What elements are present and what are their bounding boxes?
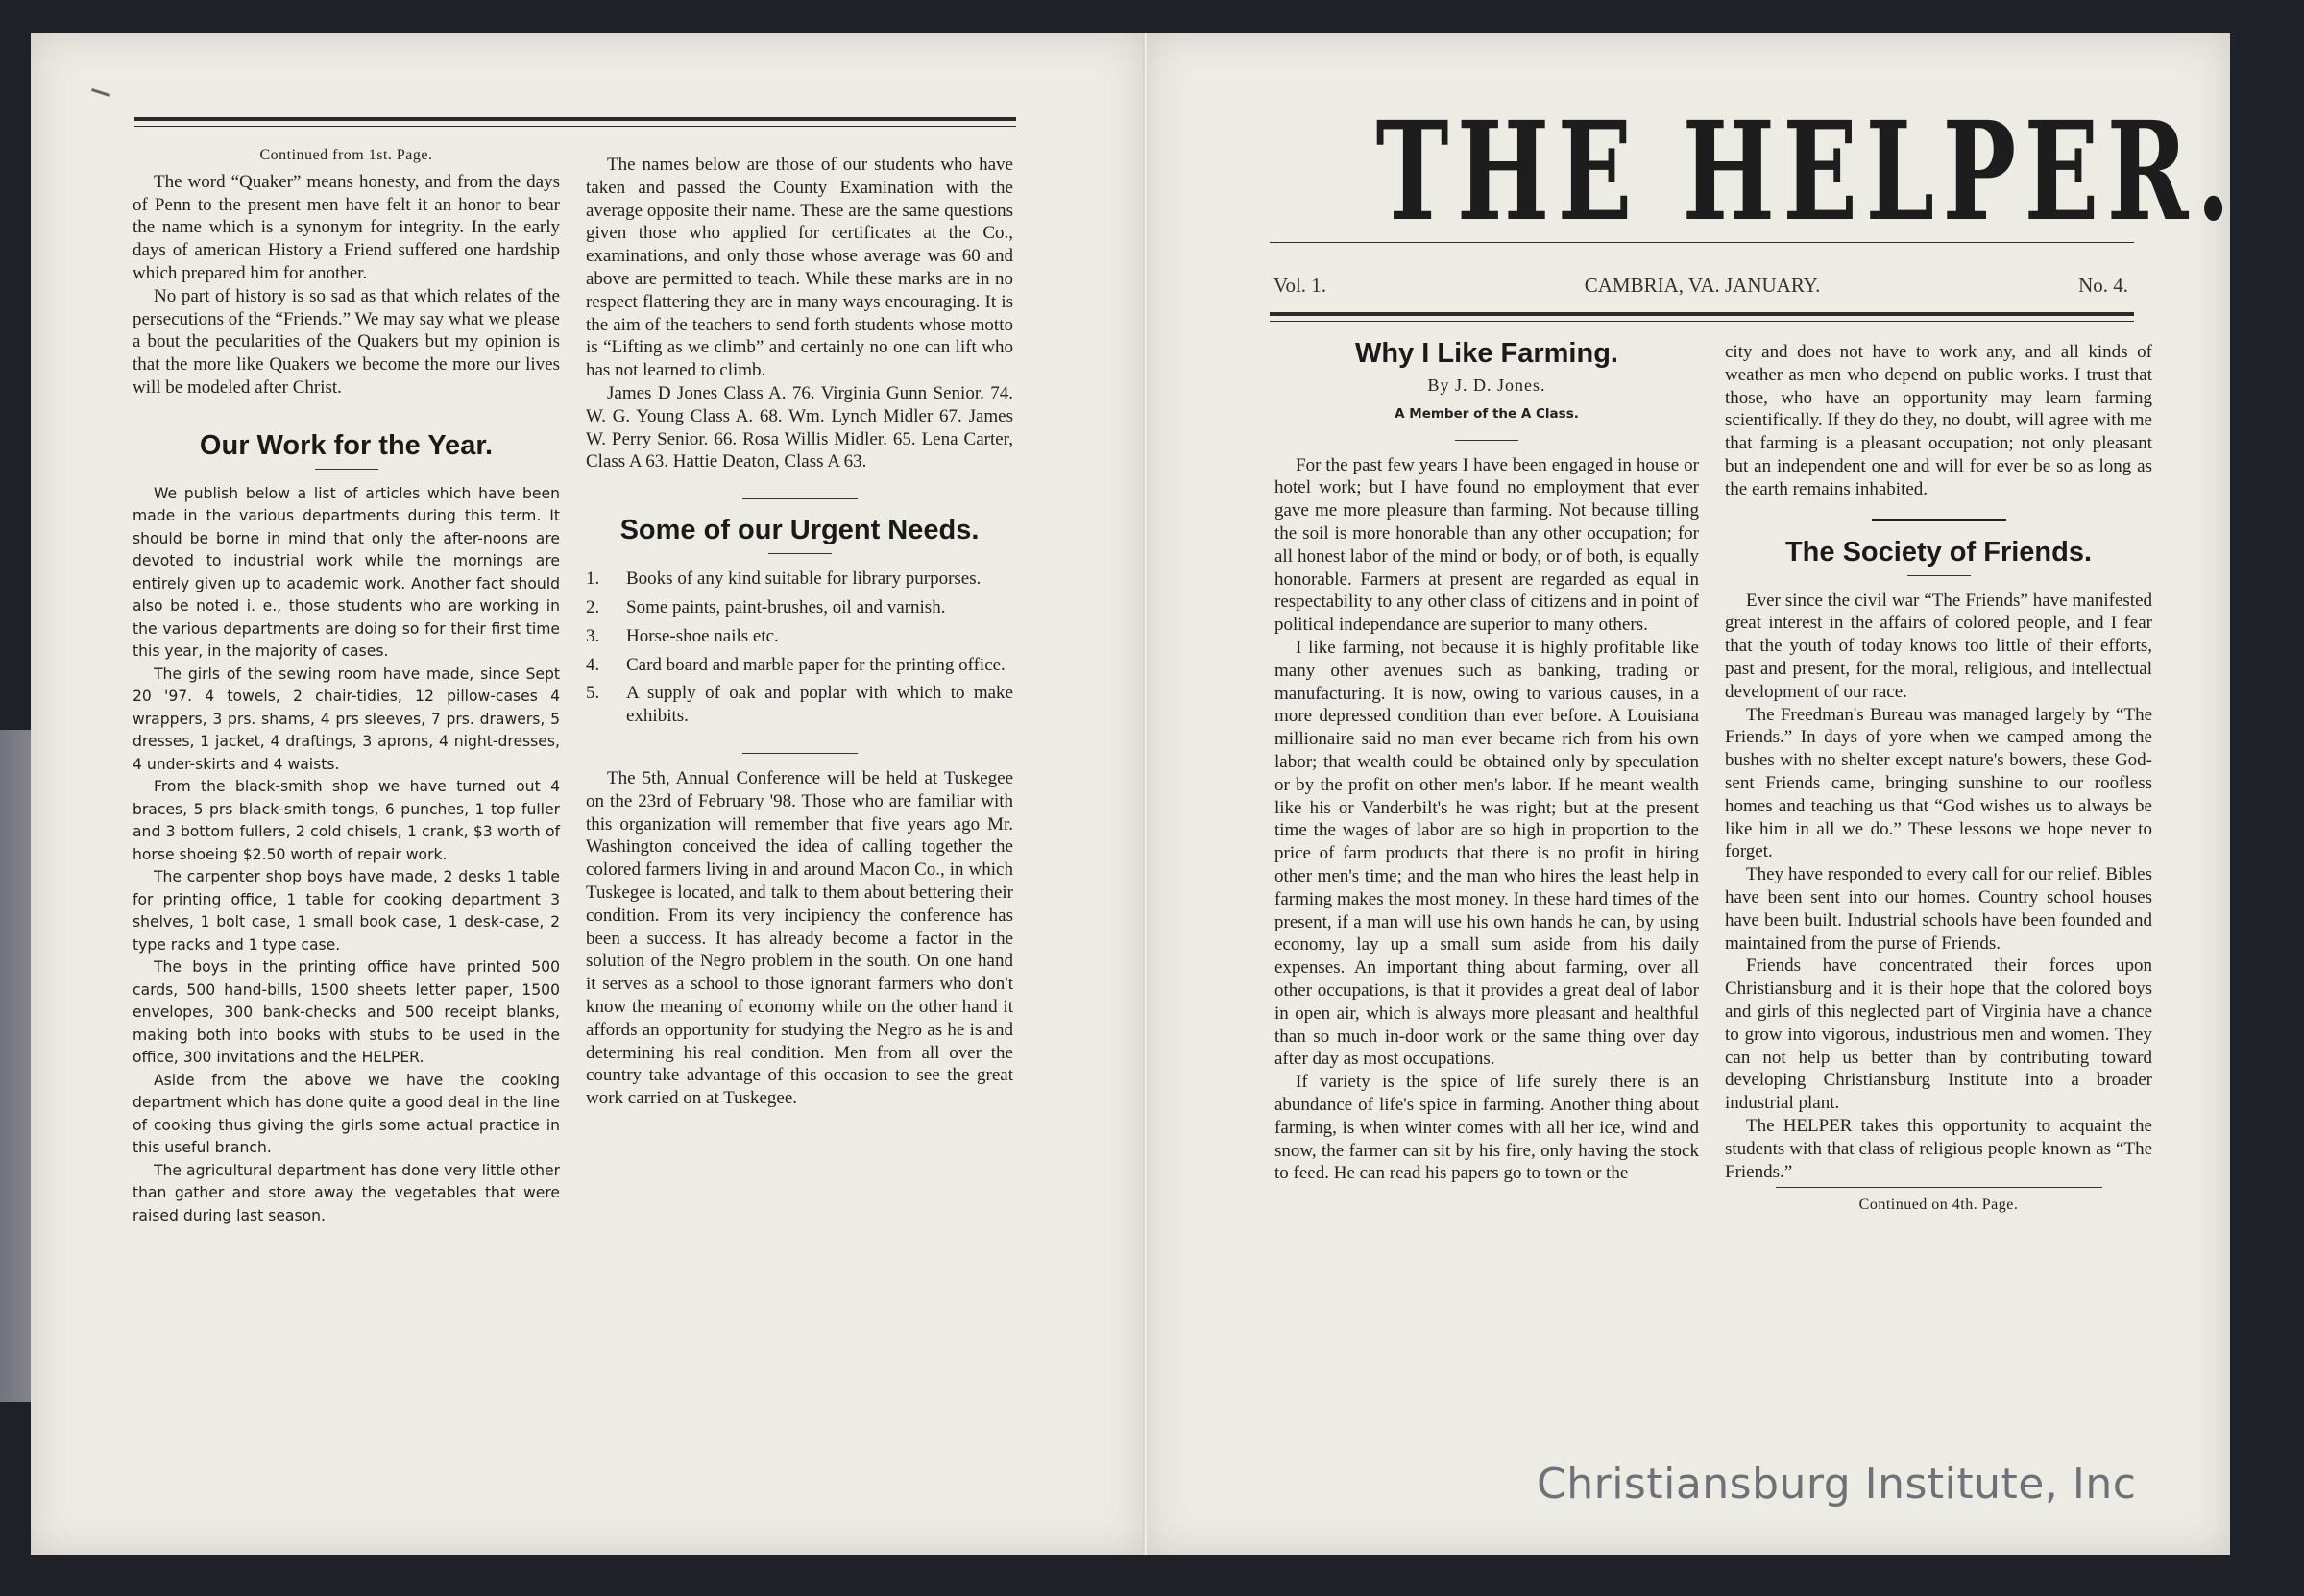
section-rule [1872, 519, 2006, 521]
byline: By J. D. Jones. [1427, 375, 1546, 395]
needs-item: 5. A supply of oak and poplar with which to make exhibits. [586, 683, 1013, 727]
masthead-rule [1270, 242, 2134, 243]
right-col-1 [1274, 336, 1699, 1185]
dateline-rule [1270, 312, 2134, 316]
place-date-label: CAMBRIA, VA. JANUARY. [1584, 274, 1821, 297]
quaker-paragraph: The word “Quaker” means honesty, and from the days of Penn to the present men have felt it an honor to bear the name which is a synonym for integrity. In the early days of american History a Friend suffered one hardship which prepared him for another. [133, 171, 560, 283]
continued-on-label: Continued on 4th. Page. [1858, 1197, 2019, 1214]
issue-number: No. 4. [2078, 274, 2128, 297]
society-paragraph: Friends have concentrated their forces upon Christiansburg and it is their hope that the colored boys and girls of this neglected part of Virginia have a chance to grow into vigorous, industrious men and women. They can not help us better than by contributing toward developing Christiansburg Institute into a broader industrial plant. [1725, 955, 2152, 1114]
heading-rule [1907, 575, 1971, 576]
byline-class: A Member of the A Class. [1395, 405, 1579, 422]
needs-item: 3. Horse-shoe nails etc. [586, 625, 779, 646]
section-rule [742, 753, 858, 754]
dateline [1273, 274, 2128, 298]
heading-rule [768, 553, 832, 554]
needs-item: 1. Books of any kind suitable for library purporses. [586, 568, 982, 590]
society-paragraph: Ever since the civil war “The Friends” have manifested great interest in the affairs of colored people, and I fear that the youth of today knows too little of their efforts, past and present, for the moral, religious, and intellectual development of our race. [1725, 590, 2152, 702]
volume-label: Vol. 1. [1273, 274, 1327, 297]
needs-item: 4. Card board and marble paper for the printing office. [586, 654, 1006, 675]
farming-continued: city and does not have to work any, and all kinds of weather as men who depend on public works. I trust that those, who have an opportunity may learn farming scientifically. If they do they, no doubt, will agree with me that farming is a pleasant occupation; not only pleasant but an independent one and will for ever be so as long as the earth remains inhabited. [1725, 342, 2152, 499]
names-paragraph: The names below are those of our students who have taken and passed the County Examination with the average opposite their name. These are the same questions given those who applied for certificates at the Co., examinations, and only those whose average was 60 and above are permitted to teach. While these marks are in no respect flattering they are in many ways encouraging. It is the aim of the teachers to send forth students whose motto is “Lifting as we climb” and certainly no one can lift who has not learned to climb. [586, 155, 1013, 381]
work-paragraph: The agricultural department has done very little other than gather and store away the vegetables that were raised during last season. [133, 1161, 560, 1224]
work-paragraph: Aside from the above we have the cooking department which has done quite a good deal in the line of cooking thus giving the girls some actual practice in this useful branch. [133, 1071, 560, 1157]
heading-rule [315, 469, 378, 470]
society-paragraph: The Freedman's Bureau was managed largely by “The Friends.” In days of yore when we camped among the bushes with no shelter except nature's bowers, these God-sent Friends came, bringing sunshine to our roofless homes and teaching us that “God wishes us to always be like him in all we do.” These lessons we hope never to forget. [1725, 704, 2152, 862]
names-list: James D Jones Class A. 76. Virginia Gunn Senior. 74. W. G. Young Class A. 68. Wm. Lynch Midler 67. James W. Perry Senior. 66. Rosa Willis Midler. 65. Lena Carter, Class A 63. Hattie Deaton, Class A 63. [586, 382, 1013, 472]
farming-heading: Why I Like Farming. [1355, 338, 1618, 369]
right-col-2 [1725, 341, 2152, 1221]
work-paragraph: We publish below a list of articles which have been made in the various departments during this term. It should be borne in mind that only the after-noons are devoted to industrial work while the mornings are entirely given up to academic work. Another fact should also be noted i. e., those students who are working in the various departments are doing so for their first time this year, in the majority of cases. [133, 484, 560, 661]
work-paragraph: The carpenter shop boys have made, 2 desks 1 table for printing office, 1 table for cooking department 3 shelves, 1 bolt case, 1 small book case, 1 desk-case, 2 type racks and 1 type case. [133, 868, 560, 954]
work-heading: Our Work for the Year. [199, 429, 494, 461]
continued-from-label: Continued from 1st. Page. [259, 147, 433, 163]
masthead: THE HELPER. [1375, 92, 2239, 253]
heading-rule [1455, 440, 1518, 441]
farming-paragraph: I like farming, not because it is highly profitable like many other avenues such as banking, trading or manufacturing. It is now, owing to various causes, in a more depressed condition than ever before. A Louisiana millionaire said no man ever became rich from his own labor; that wealth could be obtained only by speculation or by the profit on other men's labor. If he meant wealth like his or Vanderbilt's he was right; but at the present time the wages of labor are so high in proportion to the price of farm products that there is no profit in hiring other men's time; and the man who hires the least help in farming makes the most money. In these hard times of the present, if a man will use his own hands he can, by using economy, lay up a small sum aside from his daily expenses. An important thing about farming, over all other occupations, is that it provides a great deal of labor in open air, which is always more pleasant and healthful than so much in-door work or the same thing over day after day as most occupations. [1274, 637, 1699, 1070]
needs-list [586, 568, 1013, 728]
history-paragraph: No part of history is so sad as that which relates of the persecutions of the “Friends.” We may say what we please a bout the pecularities of the Quakers but my opinion is that the more like Quakers we become the more our lives will be modeled after Christ. [133, 285, 560, 398]
needs-heading: Some of our Urgent Needs. [619, 515, 980, 546]
farming-paragraph: If variety is the spice of life surely there is an abundance of life's spice in farming. Another thing about farming, is when winter comes with all her ice, wind and snow, the farmer can sit by his fire, only having the stock to feed. He can read his papers go to town or the [1274, 1072, 1699, 1184]
section-rule [742, 498, 858, 499]
work-paragraph: The boys in the printing office have printed 500 cards, 500 hand-bills, 1500 sheets letter paper, 1500 envelopes, 300 bank-checks and 500 receipt blanks, making both into books with stubs to be used in the office, 300 invitations and the HELPER. [133, 958, 560, 1067]
left-col-2 [586, 154, 1013, 1110]
top-rule-left [134, 117, 1016, 121]
footer-rule [1776, 1187, 2102, 1188]
society-heading: The Society of Friends. [1784, 536, 2093, 568]
needs-item: 2. Some paints, paint-brushes, oil and varnish. [586, 596, 946, 617]
society-paragraph: They have responded to every call for our relief. Bibles have been sent into our homes. Country school houses have been built. Industrial schools have been founded and maintained from the purse of Friends. [1725, 864, 2152, 954]
work-paragraph: The girls of the sewing room have made, since Sept 20 '97. 4 towels, 2 chair-tidies, 12 pillow-cases 4 wrappers, 3 prs. shams, 4 prs sleeves, 7 prs. drawers, 5 dresses, 1 jacket, 4 draftings, 3 aprons, 4 night-dresses, 4 under-skirts and 4 waists. [133, 665, 560, 773]
left-col-1 [133, 144, 560, 1227]
society-paragraph: The HELPER takes this opportunity to acquaint the students with that class of religious people known as “The Friends.” [1725, 1115, 2152, 1182]
watermark: Christiansburg Institute, Inc [1537, 1460, 2137, 1509]
farming-paragraph: For the past few years I have been engaged in house or hotel work; but I have found no employment that ever gave me more pleasure than farming. Not because tilling the soil is more honorable than any other occupation; for all honest labor of the mind or body, or of both, is equally honorable. Farmers at present are regarded as equal in respectability to any other class of citizens and in point of political independance are superior to many others. [1274, 454, 1699, 636]
work-paragraph: From the black-smith shop we have turned out 4 braces, 5 prs black-smith tongs, 6 punches, 1 top fuller and 3 bottom fullers, 2 cold chisels, 1 crank, $3 worth of horse shoeing $2.50 worth of repair work. [133, 778, 560, 863]
conference-paragraph: The 5th, Annual Conference will be held at Tuskegee on the 23rd of February '98. Those who are familiar with this organization will remember that five years ago Mr. Washington conceived the idea of calling together the colored farmers living in and around Macon Co., in which Tuskegee is located, and talk to them about bettering their condition. From its very incipiency the conference has been a success. It has already become a factor in the solution of the Negro problem in the south. On one hand it serves as a school to those ignorant farmers who don't know the meaning of economy while on the other hand it affords an opportunity for studying the Negro as he is and determining his real condition. Men from all over the country take advantage of this occasion to see the great work carried on at Tuskegee. [586, 767, 1013, 1109]
